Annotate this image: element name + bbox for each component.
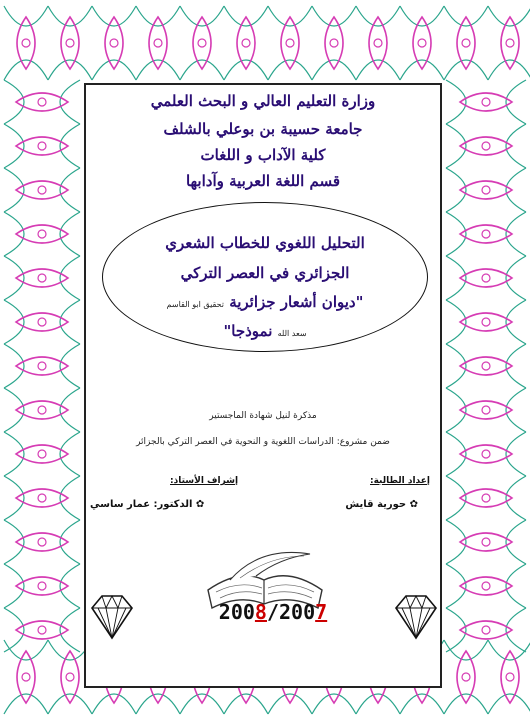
project-note: ضمن مشروع: الدراسات اللغوية و النحوية في العصر التركي بالجزائر bbox=[136, 437, 390, 447]
border-motif bbox=[38, 494, 46, 502]
border-motif bbox=[506, 124, 526, 168]
year-part4: 7 bbox=[315, 600, 328, 624]
border-motif bbox=[154, 39, 162, 47]
border-motif bbox=[482, 142, 490, 150]
border-motif bbox=[38, 362, 46, 370]
border-motif bbox=[482, 98, 490, 106]
border-motif bbox=[462, 673, 470, 681]
border-motif bbox=[482, 406, 490, 414]
border-motif bbox=[460, 137, 512, 155]
border-motif bbox=[330, 39, 338, 47]
border-motif bbox=[4, 300, 24, 344]
border-motif bbox=[482, 274, 490, 282]
border-motif bbox=[446, 168, 466, 212]
border-motif bbox=[460, 489, 512, 507]
border-motif bbox=[38, 186, 46, 194]
border-motif bbox=[38, 274, 46, 282]
border-motif bbox=[460, 621, 512, 639]
border-motif bbox=[506, 673, 514, 681]
thesis-title-line2: الجزائري في العصر التركي bbox=[180, 264, 350, 282]
border-motif bbox=[38, 98, 46, 106]
border-motif bbox=[460, 93, 512, 111]
border-motif bbox=[60, 476, 80, 520]
border-motif bbox=[4, 168, 24, 212]
border-motif bbox=[4, 212, 24, 256]
border-motif bbox=[488, 694, 530, 714]
border-motif bbox=[506, 168, 526, 212]
border-motif bbox=[242, 39, 250, 47]
department-name: قسم اللغة العربية وآدابها bbox=[185, 172, 341, 190]
border-motif bbox=[506, 476, 526, 520]
border-motif bbox=[4, 520, 24, 564]
border-motif bbox=[460, 401, 512, 419]
ministry-title: وزارة التعليم العالي و البحث العلمي bbox=[150, 92, 376, 110]
border-motif bbox=[38, 538, 46, 546]
border-motif bbox=[60, 432, 80, 476]
year-part2: 8 bbox=[254, 600, 267, 624]
border-motif bbox=[446, 212, 466, 256]
border-motif bbox=[38, 230, 46, 238]
border-motif bbox=[38, 406, 46, 414]
border-motif bbox=[446, 520, 466, 564]
border-motif bbox=[60, 388, 80, 432]
border-motif bbox=[482, 450, 490, 458]
border-motif bbox=[506, 300, 526, 344]
border-motif bbox=[60, 300, 80, 344]
border-motif bbox=[482, 362, 490, 370]
faculty-name: كلية الآداب و اللغات bbox=[200, 146, 326, 164]
border-motif bbox=[374, 39, 382, 47]
border-motif bbox=[4, 564, 24, 608]
border-motif bbox=[482, 318, 490, 326]
border-motif bbox=[488, 60, 530, 80]
student-label: إعداد الطالبة: bbox=[370, 476, 430, 486]
border-motif bbox=[60, 80, 80, 124]
border-motif bbox=[60, 212, 80, 256]
border-motif bbox=[482, 626, 490, 634]
border-motif bbox=[506, 608, 526, 652]
border-motif bbox=[482, 186, 490, 194]
border-motif bbox=[60, 256, 80, 300]
border-motif bbox=[446, 476, 466, 520]
border-motif bbox=[22, 39, 30, 47]
border-motif bbox=[4, 124, 24, 168]
year-part1: 200 bbox=[218, 600, 255, 624]
border-motif bbox=[446, 608, 466, 652]
border-motif bbox=[4, 256, 24, 300]
thesis-title-line3-small: تحقيق ابو القاسم bbox=[166, 300, 224, 309]
border-motif bbox=[60, 124, 80, 168]
border-motif bbox=[446, 388, 466, 432]
border-motif bbox=[110, 39, 118, 47]
thesis-title-line3 bbox=[110, 293, 420, 311]
border-motif bbox=[60, 168, 80, 212]
supervisor-label: إشراف الأستاذ: bbox=[170, 476, 239, 486]
border-motif bbox=[506, 432, 526, 476]
border-motif bbox=[418, 39, 426, 47]
border-motif bbox=[506, 520, 526, 564]
border-motif bbox=[446, 432, 466, 476]
border-motif bbox=[506, 344, 526, 388]
thesis-title-line3-main: "ديوان أشعار جزائرية bbox=[229, 293, 364, 311]
supervisor-name: ✿ الدكتور: عمار ساسي bbox=[90, 499, 205, 510]
border-motif bbox=[4, 432, 24, 476]
border-motif bbox=[38, 450, 46, 458]
border-motif bbox=[446, 344, 466, 388]
border-motif bbox=[506, 564, 526, 608]
border-motif bbox=[446, 300, 466, 344]
border-motif bbox=[4, 80, 24, 124]
border-motif bbox=[482, 582, 490, 590]
border-motif bbox=[66, 39, 74, 47]
border-motif bbox=[488, 6, 530, 26]
border-motif bbox=[4, 344, 24, 388]
university-name: جامعة حسيبة بن بوعلي بالشلف bbox=[163, 120, 363, 138]
border-motif bbox=[38, 626, 46, 634]
border-motif bbox=[482, 494, 490, 502]
border-motif bbox=[446, 256, 466, 300]
border-motif bbox=[460, 533, 512, 551]
border-motif bbox=[446, 124, 466, 168]
border-motif bbox=[506, 256, 526, 300]
border-motif bbox=[38, 318, 46, 326]
border-motif bbox=[460, 225, 512, 243]
thesis-title-line4 bbox=[110, 322, 420, 340]
year-part3: /200 bbox=[266, 600, 316, 624]
border-motif bbox=[38, 582, 46, 590]
border-motif bbox=[4, 476, 24, 520]
border-motif bbox=[22, 673, 30, 681]
diamond-right-icon bbox=[390, 592, 442, 642]
border-motif bbox=[488, 640, 530, 660]
diamond-left-icon bbox=[86, 592, 138, 642]
border-motif bbox=[460, 445, 512, 463]
thesis-title-line4-small: سعد الله bbox=[277, 329, 307, 338]
border-motif bbox=[198, 39, 206, 47]
border-motif bbox=[460, 313, 512, 331]
border-motif bbox=[66, 673, 74, 681]
student-name: ✿ حورية قايش bbox=[345, 499, 418, 510]
border-motif bbox=[506, 39, 514, 47]
border-motif bbox=[38, 142, 46, 150]
border-motif bbox=[446, 564, 466, 608]
border-motif bbox=[482, 538, 490, 546]
border-motif bbox=[460, 269, 512, 287]
border-motif bbox=[446, 80, 466, 124]
border-motif bbox=[460, 181, 512, 199]
border-motif bbox=[4, 388, 24, 432]
border-motif bbox=[60, 564, 80, 608]
border-motif bbox=[462, 39, 470, 47]
thesis-title-line4-main: نموذجا" bbox=[223, 322, 273, 340]
border-motif bbox=[60, 520, 80, 564]
academic-year bbox=[210, 600, 336, 624]
thesis-title-line1: التحليل اللغوي للخطاب الشعري bbox=[165, 234, 365, 252]
border-motif bbox=[60, 608, 80, 652]
border-motif bbox=[506, 388, 526, 432]
degree-note: مذكرة لنيل شهادة الماجستير bbox=[209, 411, 317, 421]
border-motif bbox=[506, 212, 526, 256]
border-motif bbox=[506, 80, 526, 124]
border-motif bbox=[482, 230, 490, 238]
border-motif bbox=[60, 344, 80, 388]
border-motif bbox=[286, 39, 294, 47]
border-motif bbox=[460, 577, 512, 595]
border-motif bbox=[460, 357, 512, 375]
